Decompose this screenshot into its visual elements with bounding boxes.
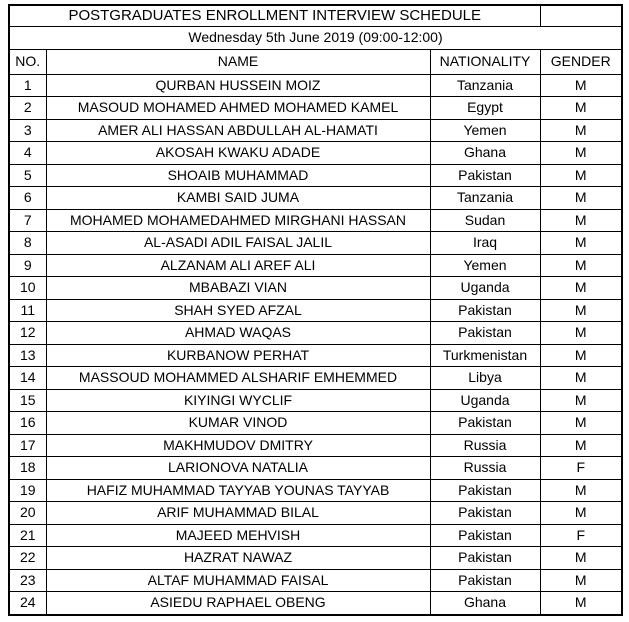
table-row	[9, 389, 622, 412]
table-row	[9, 479, 622, 502]
cell-gender: M	[540, 569, 622, 592]
cell-no: 16	[9, 412, 46, 435]
title-row	[9, 5, 622, 26]
cell-no: 3	[9, 119, 46, 142]
table-row	[9, 209, 622, 232]
cell-name: AL-ASADI ADIL FAISAL JALIL	[46, 232, 430, 255]
cell-gender: M	[540, 142, 622, 165]
cell-nationality: Pakistan	[430, 322, 540, 345]
schedule-table	[8, 4, 623, 616]
table-row	[9, 322, 622, 345]
cell-name: ASIEDU RAPHAEL OBENG	[46, 592, 430, 616]
cell-gender: M	[540, 97, 622, 120]
cell-no: 17	[9, 434, 46, 457]
cell-name: MASOUD MOHAMED AHMED MOHAMED KAMEL	[46, 97, 430, 120]
cell-name: QURBAN HUSSEIN MOIZ	[46, 74, 430, 97]
cell-gender: M	[540, 479, 622, 502]
cell-nationality: Yemen	[430, 119, 540, 142]
cell-nationality: Russia	[430, 457, 540, 480]
table-row	[9, 164, 622, 187]
cell-no: 12	[9, 322, 46, 345]
cell-no: 14	[9, 367, 46, 390]
table-row	[9, 97, 622, 120]
cell-gender: M	[540, 344, 622, 367]
cell-gender: M	[540, 502, 622, 525]
table-row	[9, 412, 622, 435]
cell-nationality: Ghana	[430, 142, 540, 165]
cell-name: SHAH SYED AFZAL	[46, 299, 430, 322]
cell-gender: M	[540, 389, 622, 412]
table-row	[9, 367, 622, 390]
cell-no: 1	[9, 74, 46, 97]
cell-nationality: Pakistan	[430, 524, 540, 547]
cell-nationality: Pakistan	[430, 164, 540, 187]
cell-name: KUMAR VINOD	[46, 412, 430, 435]
title-row-empty-cell	[540, 5, 622, 26]
cell-nationality: Ghana	[430, 592, 540, 616]
cell-name: SHOAIB MUHAMMAD	[46, 164, 430, 187]
cell-gender: M	[540, 209, 622, 232]
table-row	[9, 74, 622, 97]
cell-nationality: Turkmenistan	[430, 344, 540, 367]
table-row	[9, 142, 622, 165]
table-row	[9, 547, 622, 570]
cell-no: 15	[9, 389, 46, 412]
cell-no: 24	[9, 592, 46, 616]
cell-name: MOHAMED MOHAMEDAHMED MIRGHANI HASSAN	[46, 209, 430, 232]
cell-no: 18	[9, 457, 46, 480]
cell-no: 23	[9, 569, 46, 592]
cell-no: 7	[9, 209, 46, 232]
cell-no: 2	[9, 97, 46, 120]
cell-no: 9	[9, 254, 46, 277]
cell-nationality: Iraq	[430, 232, 540, 255]
cell-no: 6	[9, 187, 46, 210]
table-row	[9, 592, 622, 616]
col-header-no: NO.	[9, 49, 46, 74]
table-row	[9, 299, 622, 322]
cell-gender: M	[540, 277, 622, 300]
table-row	[9, 344, 622, 367]
cell-nationality: Egypt	[430, 97, 540, 120]
cell-gender: M	[540, 187, 622, 210]
cell-name: KIYINGI WYCLIF	[46, 389, 430, 412]
cell-name: LARIONOVA NATALIA	[46, 457, 430, 480]
cell-gender: M	[540, 592, 622, 616]
cell-no: 5	[9, 164, 46, 187]
table-row	[9, 119, 622, 142]
cell-name: KAMBI SAID JUMA	[46, 187, 430, 210]
col-header-gender: GENDER	[540, 49, 622, 74]
cell-nationality: Pakistan	[430, 479, 540, 502]
cell-gender: M	[540, 232, 622, 255]
cell-name: ARIF MUHAMMAD BILAL	[46, 502, 430, 525]
cell-no: 11	[9, 299, 46, 322]
cell-gender: M	[540, 119, 622, 142]
table-row	[9, 502, 622, 525]
cell-nationality: Pakistan	[430, 299, 540, 322]
cell-name: AKOSAH KWAKU ADADE	[46, 142, 430, 165]
col-header-nationality: NATIONALITY	[430, 49, 540, 74]
cell-no: 8	[9, 232, 46, 255]
column-header-row	[9, 49, 622, 74]
cell-name: MBABAZI VIAN	[46, 277, 430, 300]
table-row	[9, 232, 622, 255]
cell-name: MASSOUD MOHAMMED ALSHARIF EMHEMMED	[46, 367, 430, 390]
cell-name: MAJEED MEHVISH	[46, 524, 430, 547]
cell-nationality: Russia	[430, 434, 540, 457]
cell-name: MAKHMUDOV DMITRY	[46, 434, 430, 457]
cell-nationality: Tanzania	[430, 74, 540, 97]
cell-gender: M	[540, 164, 622, 187]
cell-gender: M	[540, 254, 622, 277]
cell-gender: M	[540, 434, 622, 457]
cell-name: KURBANOW PERHAT	[46, 344, 430, 367]
cell-no: 20	[9, 502, 46, 525]
cell-no: 22	[9, 547, 46, 570]
cell-gender: M	[540, 367, 622, 390]
table-row	[9, 457, 622, 480]
cell-no: 4	[9, 142, 46, 165]
cell-gender: M	[540, 74, 622, 97]
cell-no: 21	[9, 524, 46, 547]
cell-nationality: Sudan	[430, 209, 540, 232]
cell-name: AHMAD WAQAS	[46, 322, 430, 345]
cell-name: ALZANAM ALI AREF ALI	[46, 254, 430, 277]
cell-name: ALTAF MUHAMMAD FAISAL	[46, 569, 430, 592]
cell-name: HAZRAT NAWAZ	[46, 547, 430, 570]
cell-no: 10	[9, 277, 46, 300]
cell-gender: M	[540, 412, 622, 435]
date-row	[9, 26, 622, 49]
cell-gender: F	[540, 524, 622, 547]
cell-gender: M	[540, 299, 622, 322]
table-row	[9, 254, 622, 277]
date-subtitle: Wednesday 5th June 2019 (09:00-12:00)	[9, 26, 622, 49]
page-title: POSTGRADUATES ENROLLMENT INTERVIEW SCHEDULE	[9, 5, 540, 26]
cell-nationality: Pakistan	[430, 547, 540, 570]
cell-nationality: Libya	[430, 367, 540, 390]
cell-nationality: Uganda	[430, 277, 540, 300]
cell-name: AMER ALI HASSAN ABDULLAH AL-HAMATI	[46, 119, 430, 142]
cell-nationality: Uganda	[430, 389, 540, 412]
cell-no: 19	[9, 479, 46, 502]
cell-nationality: Pakistan	[430, 569, 540, 592]
cell-nationality: Tanzania	[430, 187, 540, 210]
col-header-name: NAME	[46, 49, 430, 74]
table-row	[9, 524, 622, 547]
cell-gender: F	[540, 457, 622, 480]
table-row	[9, 569, 622, 592]
cell-name: HAFIZ MUHAMMAD TAYYAB YOUNAS TAYYAB	[46, 479, 430, 502]
cell-no: 13	[9, 344, 46, 367]
table-row	[9, 187, 622, 210]
cell-gender: M	[540, 322, 622, 345]
table-row	[9, 277, 622, 300]
table-row	[9, 434, 622, 457]
cell-nationality: Pakistan	[430, 502, 540, 525]
cell-gender: M	[540, 547, 622, 570]
cell-nationality: Yemen	[430, 254, 540, 277]
cell-nationality: Pakistan	[430, 412, 540, 435]
